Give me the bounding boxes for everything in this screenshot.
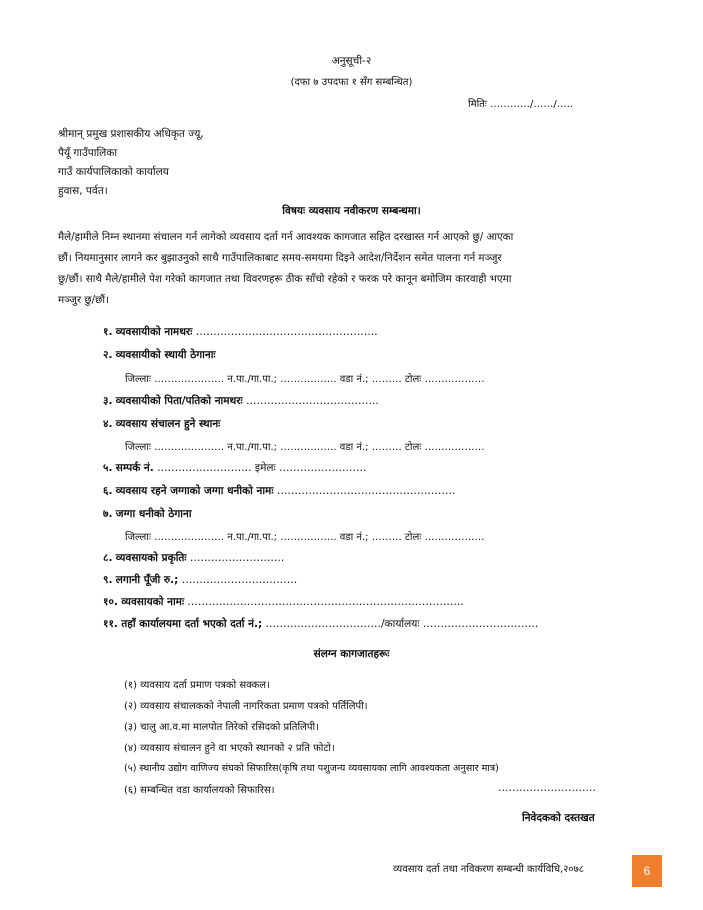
schedule-reference: (दफा ७ उपदफा १ सँग सम्बन्धित)	[290, 77, 413, 88]
item-blank: …………………………………………………………………….	[187, 596, 464, 608]
body-line-2: छौं। नियमानुसार लागने कर बुझाउनुको साथै गाउँपालिकाबाट समय-समयमा दिइने आदेश/निर्देशन समेत पालना गर्न मञ्जुर	[58, 252, 502, 264]
body-line-1: मैले/हामीले निम्न स्थानमा संचालन गर्न लागेको व्यवसाय दर्ता गर्न आवश्यक कागजात सहित दरखास्त गर्न आएको छु/ आएका	[58, 231, 514, 243]
item-1	[103, 325, 378, 339]
item-6	[103, 484, 455, 498]
item-blank: ………………………………..	[246, 395, 379, 407]
item-label: व्यवसायको नामः	[121, 596, 185, 608]
item-2	[103, 348, 216, 362]
item-label: व्यवसायको प्रकृतिः	[115, 552, 187, 564]
item-blank: ……………………………/कार्यालयः ……………………………	[265, 618, 539, 630]
footer-text: व्यवसाय दर्ता तथा नविकरण सम्बन्धी कार्यविधि,२०७८	[393, 864, 584, 875]
item-number: ४.	[103, 418, 113, 430]
attachment-item-1: (१) व्यवसाय दर्ता प्रमाण पत्रको सक्कल।	[124, 680, 270, 691]
subject-line: विषयः व्यवसाय नवीकरण सम्बन्धमा।	[282, 205, 421, 217]
address-line-1: श्रीमान् प्रमुख प्रशासकीय अधिकृत ज्यू,	[58, 128, 204, 140]
item-number: ३.	[103, 395, 113, 407]
item-number: ११.	[103, 618, 118, 630]
item-4-address-fields: जिल्लाः ………………… न.पा./गा.पा.; …………….. वडा नं.; ……… टोलः ………………	[125, 442, 485, 453]
item-label: व्यवसाय संचालन हुने स्थानः	[115, 418, 221, 430]
attachment-item-3: (३) चालु आ.व.मा मालपोत तिरेको रसिदको प्रतिलिपी।	[124, 722, 319, 733]
item-10	[103, 595, 464, 609]
item-number: ७.	[103, 508, 113, 520]
item-label: जग्गा धनीको ठेगाना	[115, 508, 192, 520]
item-number: ५.	[103, 462, 113, 474]
attachment-item-5: (५) स्थानीय उद्योग वाणिज्य संघको सिफारिस(कृषि तथा पशुजन्य व्यवसायका लागि आवश्यकता अनुसार मात्र)	[124, 763, 499, 774]
item-number: १.	[103, 326, 113, 338]
address-line-3: गाउँ कार्यपालिकाको कार्यालय	[58, 166, 169, 178]
item-blank: …………………………………………….	[195, 326, 378, 338]
item-7-address-fields: जिल्लाः ………………… न.पा./गा.पा.; …………….. वडा नं.; ……… टोलः ………………	[125, 532, 485, 543]
item-label: व्यवसाय रहने जग्गाको जग्गा धनीको नामः	[115, 485, 274, 497]
signature-label: निवेदकको दस्तखत	[522, 812, 595, 824]
address-line-2: पैयूँ गाउँपालिका	[58, 147, 118, 159]
item-number: ९.	[103, 574, 113, 586]
item-4	[103, 417, 220, 431]
item-label: व्यवसायीको पिता/पतिको नामथरः	[115, 395, 243, 407]
item-blank: ……………………………	[181, 574, 298, 586]
item-blank: ……………………………………………	[276, 485, 456, 497]
item-blank: ……………………… इमेलः …………………….	[157, 462, 367, 474]
item-number: १०.	[103, 596, 118, 608]
item-2-address-fields: जिल्लाः ………………… न.पा./गा.पा.; …………….. वडा नं.; ……… टोलः ………………	[125, 374, 485, 385]
item-label: व्यवसायीको स्थायी ठेगानाः	[115, 349, 216, 361]
item-9	[103, 573, 297, 587]
body-line-4: मञ्जुर छु/छौं।	[58, 294, 109, 306]
attachment-item-4: (४) व्यवसाय संचालन हुने वा भएको स्थानको २ प्रति फोटो।	[124, 743, 335, 754]
page-number: 6	[632, 855, 662, 887]
item-11	[103, 617, 538, 631]
item-number: २.	[103, 349, 113, 361]
signature-blank: ……………………….	[498, 782, 596, 794]
item-label: सम्पर्क नं.	[115, 462, 154, 474]
item-label: तहाँ कार्यालयमा दर्ता भएको दर्ता नं.;	[121, 618, 263, 630]
item-7	[103, 507, 192, 521]
body-line-3: छु/छौं। साथै मैले/हामीले पेश गरेको कागजात तथा विवरणहरू ठीक साँचो रहेको र फरक परे कानून बमोजिम कारवाही भएमा	[58, 273, 512, 285]
attachment-item-2: (२) व्यवसाय संचालकको नेपाली नागरिकता प्रमाण पत्रको पर्तिलिपी।	[124, 701, 368, 712]
date-line: मितिः …………/……/…..	[468, 99, 574, 110]
item-number: ८.	[103, 552, 113, 564]
item-number: ६.	[103, 485, 113, 497]
schedule-heading: अनुसूची-२	[331, 55, 372, 67]
item-label: लगानी पूँजी रु.;	[115, 574, 179, 586]
item-blank: ………………………	[189, 552, 285, 564]
address-line-4: हुवास, पर्वत।	[58, 185, 108, 197]
item-8	[103, 551, 284, 565]
item-label: व्यवसायीको नामथरः	[115, 326, 193, 338]
attachment-item-6: (६) सम्बन्धित वडा कार्यालयको सिफारिस।	[124, 785, 275, 796]
attachments-title: संलग्न कागजातहरूः	[313, 648, 390, 660]
item-5	[103, 461, 366, 475]
item-3	[103, 394, 379, 408]
